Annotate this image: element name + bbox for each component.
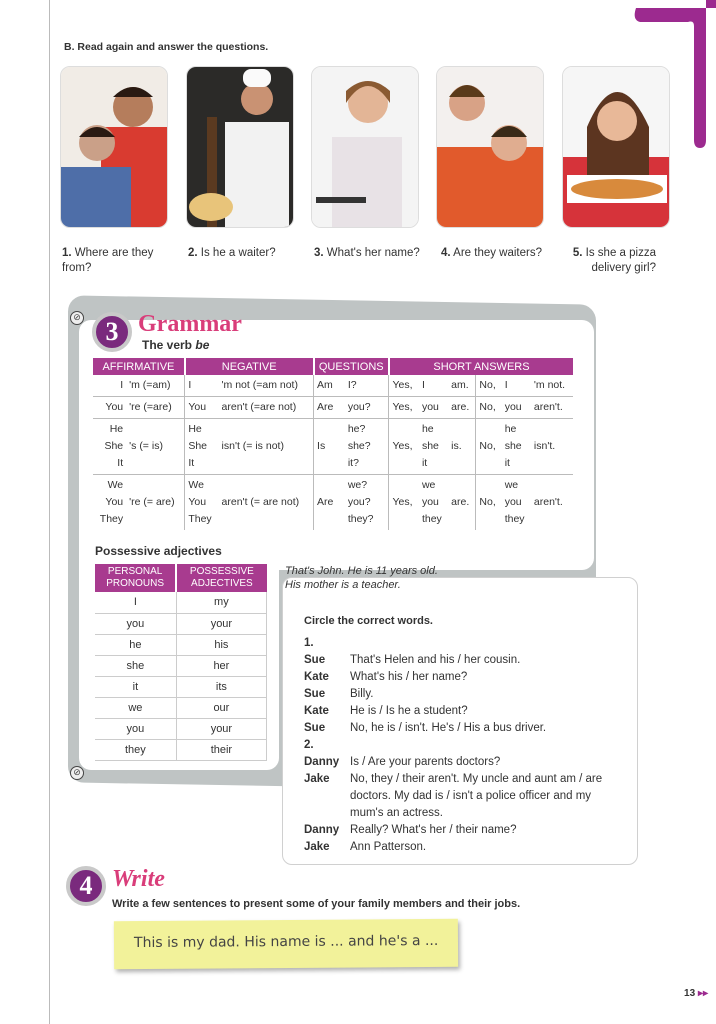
table-cell [345, 397, 389, 419]
speaker: Jake [304, 841, 330, 853]
table-cell [448, 419, 476, 475]
adjective-cell: your [176, 613, 266, 634]
cell-text: I [120, 379, 124, 391]
table-cell [345, 475, 389, 531]
cell-text: am. [451, 379, 469, 391]
dialogue-text: Really? What's her / their name? [350, 824, 517, 836]
write-title: Write [112, 866, 165, 892]
table-cell [419, 475, 448, 531]
speaker: Danny [304, 824, 340, 836]
cell-text: we [504, 479, 519, 491]
cell-text: you [421, 401, 439, 413]
cell-text: I [188, 379, 192, 391]
table-cell [502, 475, 531, 531]
cell-text: she [504, 440, 522, 452]
table-cell [389, 397, 419, 419]
dialogue-line [304, 839, 624, 856]
cell-text: you [504, 496, 522, 508]
sticky-note-example: This is my dad. His name is ... and he's a ... [114, 919, 458, 969]
pronoun-cell: she [95, 655, 176, 676]
speaker: 1. [304, 637, 314, 649]
table-cell [93, 375, 126, 397]
cell-text: we? [347, 479, 368, 491]
dialogue-line [304, 822, 624, 839]
margin-line [49, 0, 50, 1024]
speaker: Danny [304, 756, 340, 768]
pronoun-cell: you [95, 718, 176, 739]
cell-text: Am [317, 379, 333, 391]
table-cell [185, 375, 219, 397]
speaker: Jake [304, 773, 330, 785]
adjective-cell: his [176, 634, 266, 655]
pronoun-cell: he [95, 634, 176, 655]
adjective-cell: our [176, 697, 266, 718]
cell-text: you? [347, 496, 371, 508]
table-cell [389, 419, 419, 475]
cell-text: No, [479, 440, 496, 452]
speaker: Sue [304, 688, 326, 700]
cell-text: Are [317, 401, 334, 413]
cell-text: they [504, 513, 525, 525]
cell-text: we [421, 479, 436, 491]
speaker: Kate [304, 705, 329, 717]
cell-text: Yes, [392, 379, 413, 391]
possessive-table [95, 564, 267, 761]
table-cell [419, 419, 448, 475]
cell-text: aren't. [533, 496, 563, 508]
possessive-example [285, 564, 438, 592]
cell-text: 's (= is) [129, 440, 163, 452]
cell-text: they? [347, 513, 374, 525]
write-instruction: Write a few sentences to present some of your family members and their jobs. [112, 898, 521, 910]
possessive-title: Possessive adjectives [95, 544, 222, 558]
cell-text: she? [347, 440, 371, 452]
example-line-2: His mother is a teacher. [285, 579, 401, 591]
cell-text: you [421, 496, 439, 508]
cell-text: 'm not. [533, 379, 566, 391]
table-row [95, 655, 267, 676]
dialogue-text: No, he is / isn't. He's / His a bus driver. [350, 722, 547, 734]
section-number-badge: 4 [66, 866, 106, 906]
table-cell [314, 397, 345, 419]
dialogue-text: What's his / her name? [350, 671, 468, 683]
table-row [93, 397, 573, 419]
table-cell [419, 375, 448, 397]
photo-waitress [311, 66, 419, 228]
cell-text: We [188, 479, 204, 491]
cell-text: Yes, [392, 401, 413, 413]
pronoun-cell: I [95, 592, 176, 613]
table-row [95, 592, 267, 613]
table-cell [219, 475, 314, 531]
header-questions: QUESTIONS [314, 358, 389, 375]
dialogue-line [304, 771, 624, 822]
cell-text: You [188, 401, 207, 413]
cell-text: You [105, 401, 124, 413]
table-cell [219, 375, 314, 397]
table-cell [476, 475, 502, 531]
table-cell [126, 375, 185, 397]
cell-text: he? [347, 423, 366, 435]
header-short-answers: SHORT ANSWERS [389, 358, 573, 375]
table-row [95, 739, 267, 760]
table-row [95, 634, 267, 655]
dialogue-line [304, 669, 624, 686]
cell-text: I [421, 379, 425, 391]
dialogue-text: He is / Is he a student? [350, 705, 468, 717]
table-cell [185, 475, 219, 531]
table-cell [314, 375, 345, 397]
header-affirmative: AFFIRMATIVE [93, 358, 185, 375]
adjective-cell: its [176, 676, 266, 697]
header-possessive-adjectives: POSSESSIVE ADJECTIVES [176, 564, 266, 592]
dialogue-text: That's Helen and his / her cousin. [350, 654, 521, 666]
dialogue-line [304, 703, 624, 720]
dialogue-text [350, 635, 624, 652]
cell-text: Yes, [392, 496, 413, 508]
cell-text: No, [479, 496, 496, 508]
table-cell [93, 397, 126, 419]
table-cell [185, 419, 219, 475]
pronoun-cell: you [95, 613, 176, 634]
cell-text: He [109, 423, 124, 435]
speaker: Sue [304, 654, 326, 666]
cell-text: they [421, 513, 442, 525]
photo-pizza-girl [562, 66, 670, 228]
table-row [95, 718, 267, 739]
speaker: Sue [304, 722, 326, 734]
table-cell [419, 397, 448, 419]
cell-text: isn't. [533, 440, 556, 452]
table-cell [476, 375, 502, 397]
cell-text: it [421, 457, 428, 469]
table-cell [531, 375, 573, 397]
table-cell [448, 375, 476, 397]
table-cell [219, 397, 314, 419]
cell-text: They [188, 513, 212, 525]
cell-text: isn't (= is not) [221, 440, 284, 452]
speaker: 2. [304, 739, 314, 751]
cell-text: 'm (=am) [129, 379, 171, 391]
table-row [93, 419, 573, 475]
dialogue-line [304, 754, 624, 771]
table-row [95, 613, 267, 634]
photo-father-son [60, 66, 168, 228]
dialogue-text: Is / Are your parents doctors? [350, 756, 501, 768]
cell-text: are. [451, 496, 470, 508]
grammar-subtitle: The verb be [142, 338, 210, 352]
question-4: 4. Are they waiters? [441, 247, 543, 259]
table-cell [448, 475, 476, 531]
section-b-title: B. Read again and answer the questions. [64, 41, 269, 53]
table-cell [314, 475, 345, 531]
cell-text: No, [479, 401, 496, 413]
cell-text: aren't (=are not) [221, 401, 297, 413]
table-cell [476, 419, 502, 475]
table-cell [126, 397, 185, 419]
cell-text: 'm not (=am not) [221, 379, 298, 391]
cell-text: I? [347, 379, 357, 391]
table-cell [93, 419, 126, 475]
dialogue [304, 635, 624, 856]
dialogue-line [304, 652, 624, 669]
adjective-cell: their [176, 739, 266, 760]
cell-text: he [504, 423, 517, 435]
cell-text: he [421, 423, 434, 435]
table-cell [502, 397, 531, 419]
photo-chef [186, 66, 294, 228]
cell-text: I [504, 379, 508, 391]
table-cell [126, 419, 185, 475]
cell-text: are. [451, 401, 470, 413]
cell-text: You [188, 496, 207, 508]
adjective-cell: my [176, 592, 266, 613]
dialogue-text [350, 737, 624, 754]
table-cell [531, 419, 573, 475]
dialogue-line [304, 635, 624, 652]
cell-text: She [104, 440, 124, 452]
cell-text: He [188, 423, 202, 435]
cell-text: It [188, 457, 195, 469]
question-2: 2. Is he a waiter? [188, 247, 276, 259]
table-row [93, 475, 573, 531]
cell-text: you? [347, 401, 371, 413]
cell-text: is. [451, 440, 462, 452]
pronoun-cell: they [95, 739, 176, 760]
question-1: 1. Where are they from? [62, 247, 154, 274]
cell-text: she [421, 440, 439, 452]
table-cell [314, 419, 345, 475]
cell-text: it [504, 457, 510, 469]
header-negative: NEGATIVE [185, 358, 314, 375]
table-cell [448, 397, 476, 419]
table-cell [389, 475, 419, 531]
table-cell [93, 475, 126, 531]
cell-text: it? [347, 457, 359, 469]
cell-text: No, [479, 379, 496, 391]
exercise-title: Circle the correct words. [304, 615, 433, 627]
table-cell [219, 419, 314, 475]
table-cell [531, 397, 573, 419]
cell-text: 're (= are) [129, 496, 175, 508]
table-cell [389, 375, 419, 397]
dialogue-text: No, they / their aren't. My uncle and aunt am / are doctors. My dad is / isn't a police officer and my mum's an actress. [350, 773, 603, 819]
cell-text: aren't. [533, 401, 563, 413]
table-cell [502, 375, 531, 397]
page-number: 13 ▸▸ [684, 988, 708, 999]
cell-text: aren't (= are not) [221, 496, 300, 508]
pronoun-cell: it [95, 676, 176, 697]
table-cell [476, 397, 502, 419]
table-cell [185, 397, 219, 419]
section-number-badge: 3 [92, 312, 132, 352]
header-personal-pronouns: PERSONAL PRONOUNS [95, 564, 176, 592]
cell-text: They [99, 513, 124, 525]
cell-text: Yes, [392, 440, 413, 452]
question-3: 3. What's her name? [314, 247, 420, 259]
cell-text: you [504, 401, 522, 413]
table-row [93, 375, 573, 397]
speaker: Kate [304, 671, 329, 683]
photo-two-boys [436, 66, 544, 228]
dialogue-line [304, 737, 624, 754]
pin-icon: ⊘ [70, 766, 84, 780]
adjective-cell: her [176, 655, 266, 676]
cell-text: Is [317, 440, 326, 452]
grammar-title: Grammar [138, 311, 242, 337]
cell-text: You [105, 496, 124, 508]
example-line-1: That's John. He is 11 years old. [285, 565, 438, 577]
cell-text: She [188, 440, 208, 452]
table-cell [345, 375, 389, 397]
table-cell [531, 475, 573, 531]
dialogue-line [304, 720, 624, 737]
table-cell [345, 419, 389, 475]
cell-text: We [107, 479, 124, 491]
table-row [95, 676, 267, 697]
cell-text: Are [317, 496, 334, 508]
pronoun-cell: we [95, 697, 176, 718]
dialogue-text: Billy. [350, 688, 374, 700]
table-cell [126, 475, 185, 531]
adjective-cell: your [176, 718, 266, 739]
dialogue-line [304, 686, 624, 703]
question-5: 5. Is she a pizza delivery girl? [572, 247, 656, 274]
verb-be-table [93, 358, 573, 530]
cell-text: It [117, 457, 124, 469]
dialogue-text: Ann Patterson. [350, 841, 427, 853]
cell-text: 're (=are) [129, 401, 172, 413]
pin-icon: ⊘ [70, 311, 84, 325]
table-cell [502, 419, 531, 475]
table-row [95, 697, 267, 718]
